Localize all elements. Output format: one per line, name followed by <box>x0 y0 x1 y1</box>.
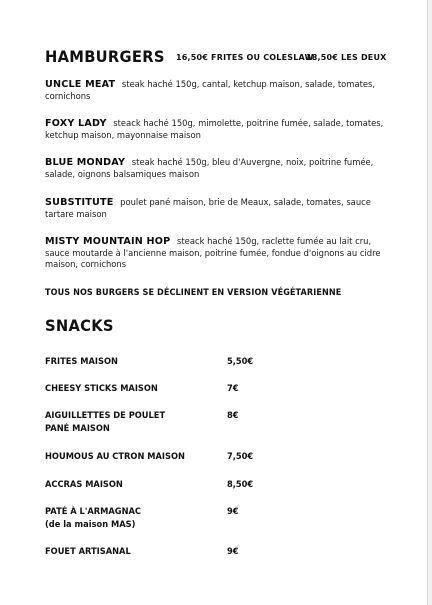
snack-price: 8,50€ <box>227 480 254 490</box>
snack-name: FOUET ARTISANAL <box>45 547 131 557</box>
burger-item <box>45 157 395 180</box>
burger-name: MISTY MOUNTAIN HOP <box>45 236 171 247</box>
snack-name: ACCRAS MAISON <box>45 480 123 490</box>
hamburgers-title: HAMBURGERS <box>45 47 165 66</box>
snack-price: 8€ <box>227 411 239 421</box>
burger-description: steack haché 150g, raclette fumée au lait cru, sauce moutarde à l'ancienne maison, poitrine fumée, fondue d'oignons au cidre maison, cornichons <box>45 236 381 269</box>
snack-price: 7,50€ <box>227 452 254 462</box>
snack-price: 7€ <box>227 384 239 394</box>
vegetarian-note: TOUS NOS BURGERS SE DÉCLINENT EN VERSION VÉGÉTARIENNE <box>45 288 342 298</box>
burger-name: UNCLE MEAT <box>45 79 116 90</box>
burger-item <box>45 197 395 220</box>
burger-description: steack haché 150g, mimolette, poitrine fumée, salade, tomates, ketchup maison, mayonnaise maison <box>45 118 384 140</box>
snack-name: PATÉ À L'ARMAGNAC (de la maison MAS) <box>45 507 142 530</box>
price-fries-or-coleslaw: 16,50€ FRITES OU COLESLAW <box>176 53 314 62</box>
price-both: 18,50€ LES DEUX <box>306 53 387 62</box>
burger-name: SUBSTITUTE <box>45 197 114 208</box>
burger-item <box>45 236 395 271</box>
burger-item <box>45 118 395 141</box>
snack-name: HOUMOUS AU CTRON MAISON <box>45 452 185 462</box>
snack-name: AIGUILLETTES DE POULET PANÉ MAISON <box>45 411 166 434</box>
snack-name: CHEESY STICKS MAISON <box>45 384 158 394</box>
burger-name: FOXY LADY <box>45 118 107 129</box>
snack-name: FRITES MAISON <box>45 357 118 367</box>
burger-item <box>45 79 395 102</box>
burger-name: BLUE MONDAY <box>45 157 126 168</box>
snack-price: 5,50€ <box>227 357 254 367</box>
burger-description: steak haché 150g, bleu d'Auvergne, noix, poitrine fumée, salade, oignons balsamiques maison <box>45 157 374 179</box>
burger-description: steak haché 150g, cantal, ketchup maison, salade, tomates, cornichons <box>45 79 376 101</box>
snacks-title: SNACKS <box>45 316 114 335</box>
snack-price: 9€ <box>227 547 239 557</box>
burger-description: poulet pané maison, brie de Meaux, salade, tomates, sauce tartare maison <box>45 197 371 219</box>
snack-price: 9€ <box>227 507 239 517</box>
